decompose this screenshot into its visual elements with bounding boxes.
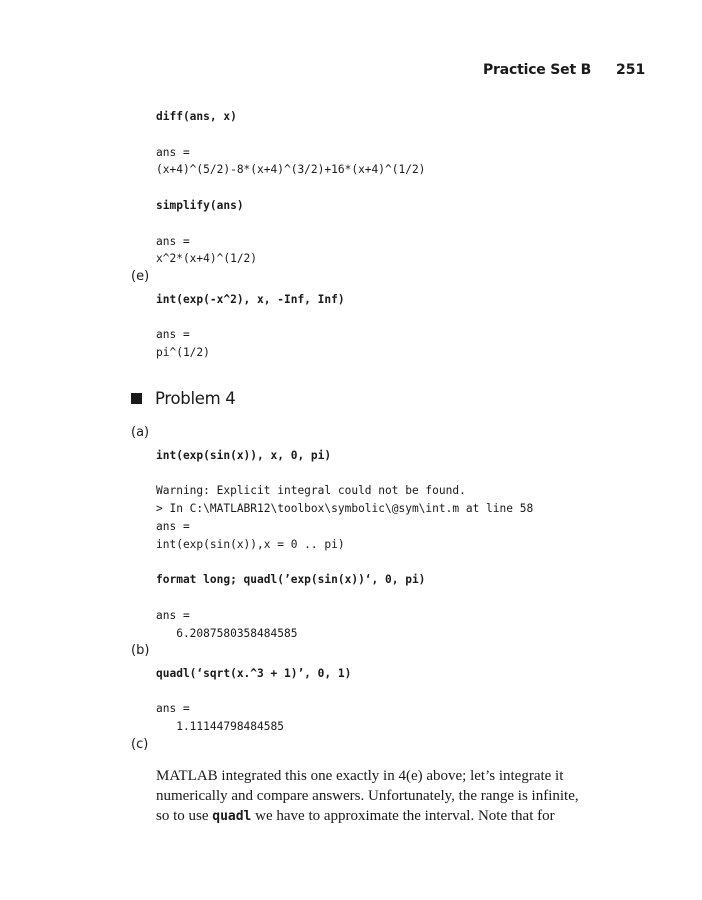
code-command: format long; quadl(’exp(sin(x))‘, 0, pi) xyxy=(156,573,426,586)
code-output-value: 1.11144798484585 xyxy=(156,720,284,733)
problem-heading-text: Problem 4 xyxy=(155,389,236,408)
square-bullet-icon xyxy=(131,393,142,404)
code-command: quadl(‘sqrt(x.^3 + 1)’, 0, 1) xyxy=(156,667,352,680)
code-warning-location: > In C:\MATLABR12\toolbox\symbolic\@sym\int.m at line 58 xyxy=(156,502,534,515)
code-output-value: pi^(1/2) xyxy=(156,346,210,359)
code-output-label: ans = xyxy=(156,520,190,533)
part-label-c: (c) xyxy=(131,737,149,752)
part-label-e: (e) xyxy=(131,269,150,284)
code-command: int(exp(sin(x)), x, 0, pi) xyxy=(156,449,332,462)
page-number: 251 xyxy=(616,62,646,78)
code-output-value: x^2*(x+4)^(1/2) xyxy=(156,252,258,265)
code-output-value: (x+4)^(5/2)-8*(x+4)^(3/2)+16*(x+4)^(1/2) xyxy=(156,163,426,176)
running-header-title: Practice Set B xyxy=(483,62,592,78)
paragraph-text: we have to approximate the interval. Note that for xyxy=(251,808,555,824)
code-output-label: ans = xyxy=(156,146,190,159)
code-output-value: int(exp(sin(x)),x = 0 .. pi) xyxy=(156,538,345,551)
code-command: simplify(ans) xyxy=(156,199,244,212)
code-output-label: ans = xyxy=(156,609,190,622)
code-output-label: ans = xyxy=(156,235,190,248)
inline-code: quadl xyxy=(212,809,252,824)
paragraph-line: numerically and compare answers. Unfortunately, the range is infinite, xyxy=(156,788,579,804)
code-output-label: ans = xyxy=(156,328,190,341)
code-warning: Warning: Explicit integral could not be found. xyxy=(156,484,466,497)
code-output-value: 6.2087580358484585 xyxy=(156,627,298,640)
paragraph-text: so to use xyxy=(156,808,213,824)
body-paragraph xyxy=(156,766,626,827)
part-label-a: (a) xyxy=(131,425,150,440)
paragraph-line: MATLAB integrated this one exactly in 4(e) above; let’s integrate it xyxy=(156,768,564,784)
code-command: diff(ans, x) xyxy=(156,110,237,123)
problem-heading xyxy=(131,389,236,408)
code-output-label: ans = xyxy=(156,702,190,715)
paragraph-line xyxy=(156,806,626,827)
part-label-b: (b) xyxy=(131,643,150,658)
code-command: int(exp(-x^2), x, -Inf, Inf) xyxy=(156,293,345,306)
